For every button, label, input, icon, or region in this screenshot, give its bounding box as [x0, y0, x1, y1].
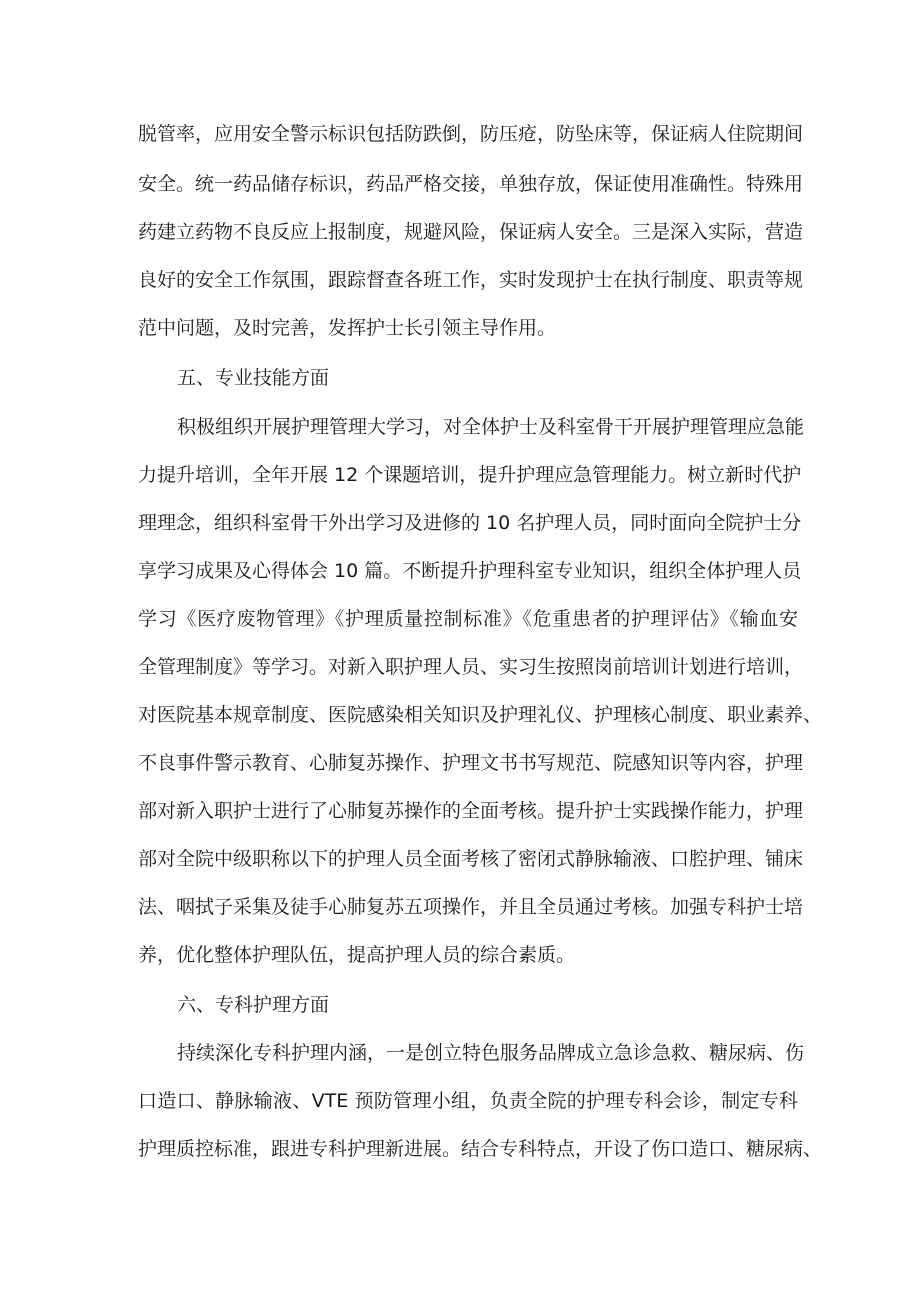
paragraph-line: 全管理制度》等学习。对新入职护理人员、实习生按照岗前培训计划进行培训，: [138, 656, 804, 678]
section-heading-skills: 五、专业技能方面: [177, 367, 330, 389]
paragraph-line: 口造口、静脉输液、VTE 预防管理小组，负责全院的护理专科会诊，制定专科: [138, 1090, 798, 1112]
paragraph-line: 良好的安全工作氛围，跟踪督查各班工作，实时发现护士在执行制度、职责等规: [138, 269, 804, 291]
paragraph-line: 脱管率，应用安全警示标识包括防跌倒，防压疮，防坠床等，保证病人住院期间: [138, 123, 804, 145]
paragraph-line: 部对全院中级职称以下的护理人员全面考核了密闭式静脉输液、口腔护理、铺床: [138, 848, 804, 870]
paragraph-line: 持续深化专科护理内涵，一是创立特色服务品牌成立急诊急救、糖尿病、伤: [177, 1042, 805, 1064]
paragraph-line: 护理质控标准，跟进专科护理新进展。结合专科特点，开设了伤口造口、糖尿病、: [138, 1138, 823, 1160]
paragraph-line: 力提升培训，全年开展 12 个课题培训，提升护理应急管理能力。树立新时代护: [138, 464, 802, 486]
paragraph-line: 积极组织开展护理管理大学习，对全体护士及科室骨干开展护理管理应急能: [177, 416, 805, 438]
paragraph-line: 理理念，组织科室骨干外出学习及进修的 10 名护理人员，同时面向全院护士分: [138, 512, 802, 534]
paragraph-line: 安全。统一药品储存标识，药品严格交接，单独存放，保证使用准确性。特殊用: [138, 173, 804, 195]
paragraph-line: 对医院基本规章制度、医院感染相关知识及护理礼仪、护理核心制度、职业素养、: [138, 704, 823, 726]
paragraph-line: 法、咽拭子采集及徒手心肺复苏五项操作，并且全员通过考核。加强专科护士培: [138, 896, 804, 918]
paragraph-line: 学习《医疗废物管理》《护理质量控制标准》《危重患者的护理评估》《输血安: [138, 608, 798, 630]
paragraph-line: 养，优化整体护理队伍，提高护理人员的综合素质。: [138, 944, 576, 966]
paragraph-line: 范中问题，及时完善，发挥护士长引领主导作用。: [138, 317, 557, 339]
paragraph-line: 部对新入职护士进行了心肺复苏操作的全面考核。提升护士实践操作能力，护理: [138, 800, 804, 822]
section-heading-specialty: 六、专科护理方面: [177, 994, 330, 1016]
paragraph-line: 不良事件警示教育、心肺复苏操作、护理文书书写规范、院感知识等内容，护理: [138, 752, 804, 774]
paragraph-line: 享学习成果及心得体会 10 篇。不断提升护理科室专业知识，组织全体护理人员: [138, 560, 802, 582]
paragraph-line: 药建立药物不良反应上报制度，规避风险，保证病人安全。三是深入实际，营造: [138, 221, 804, 243]
